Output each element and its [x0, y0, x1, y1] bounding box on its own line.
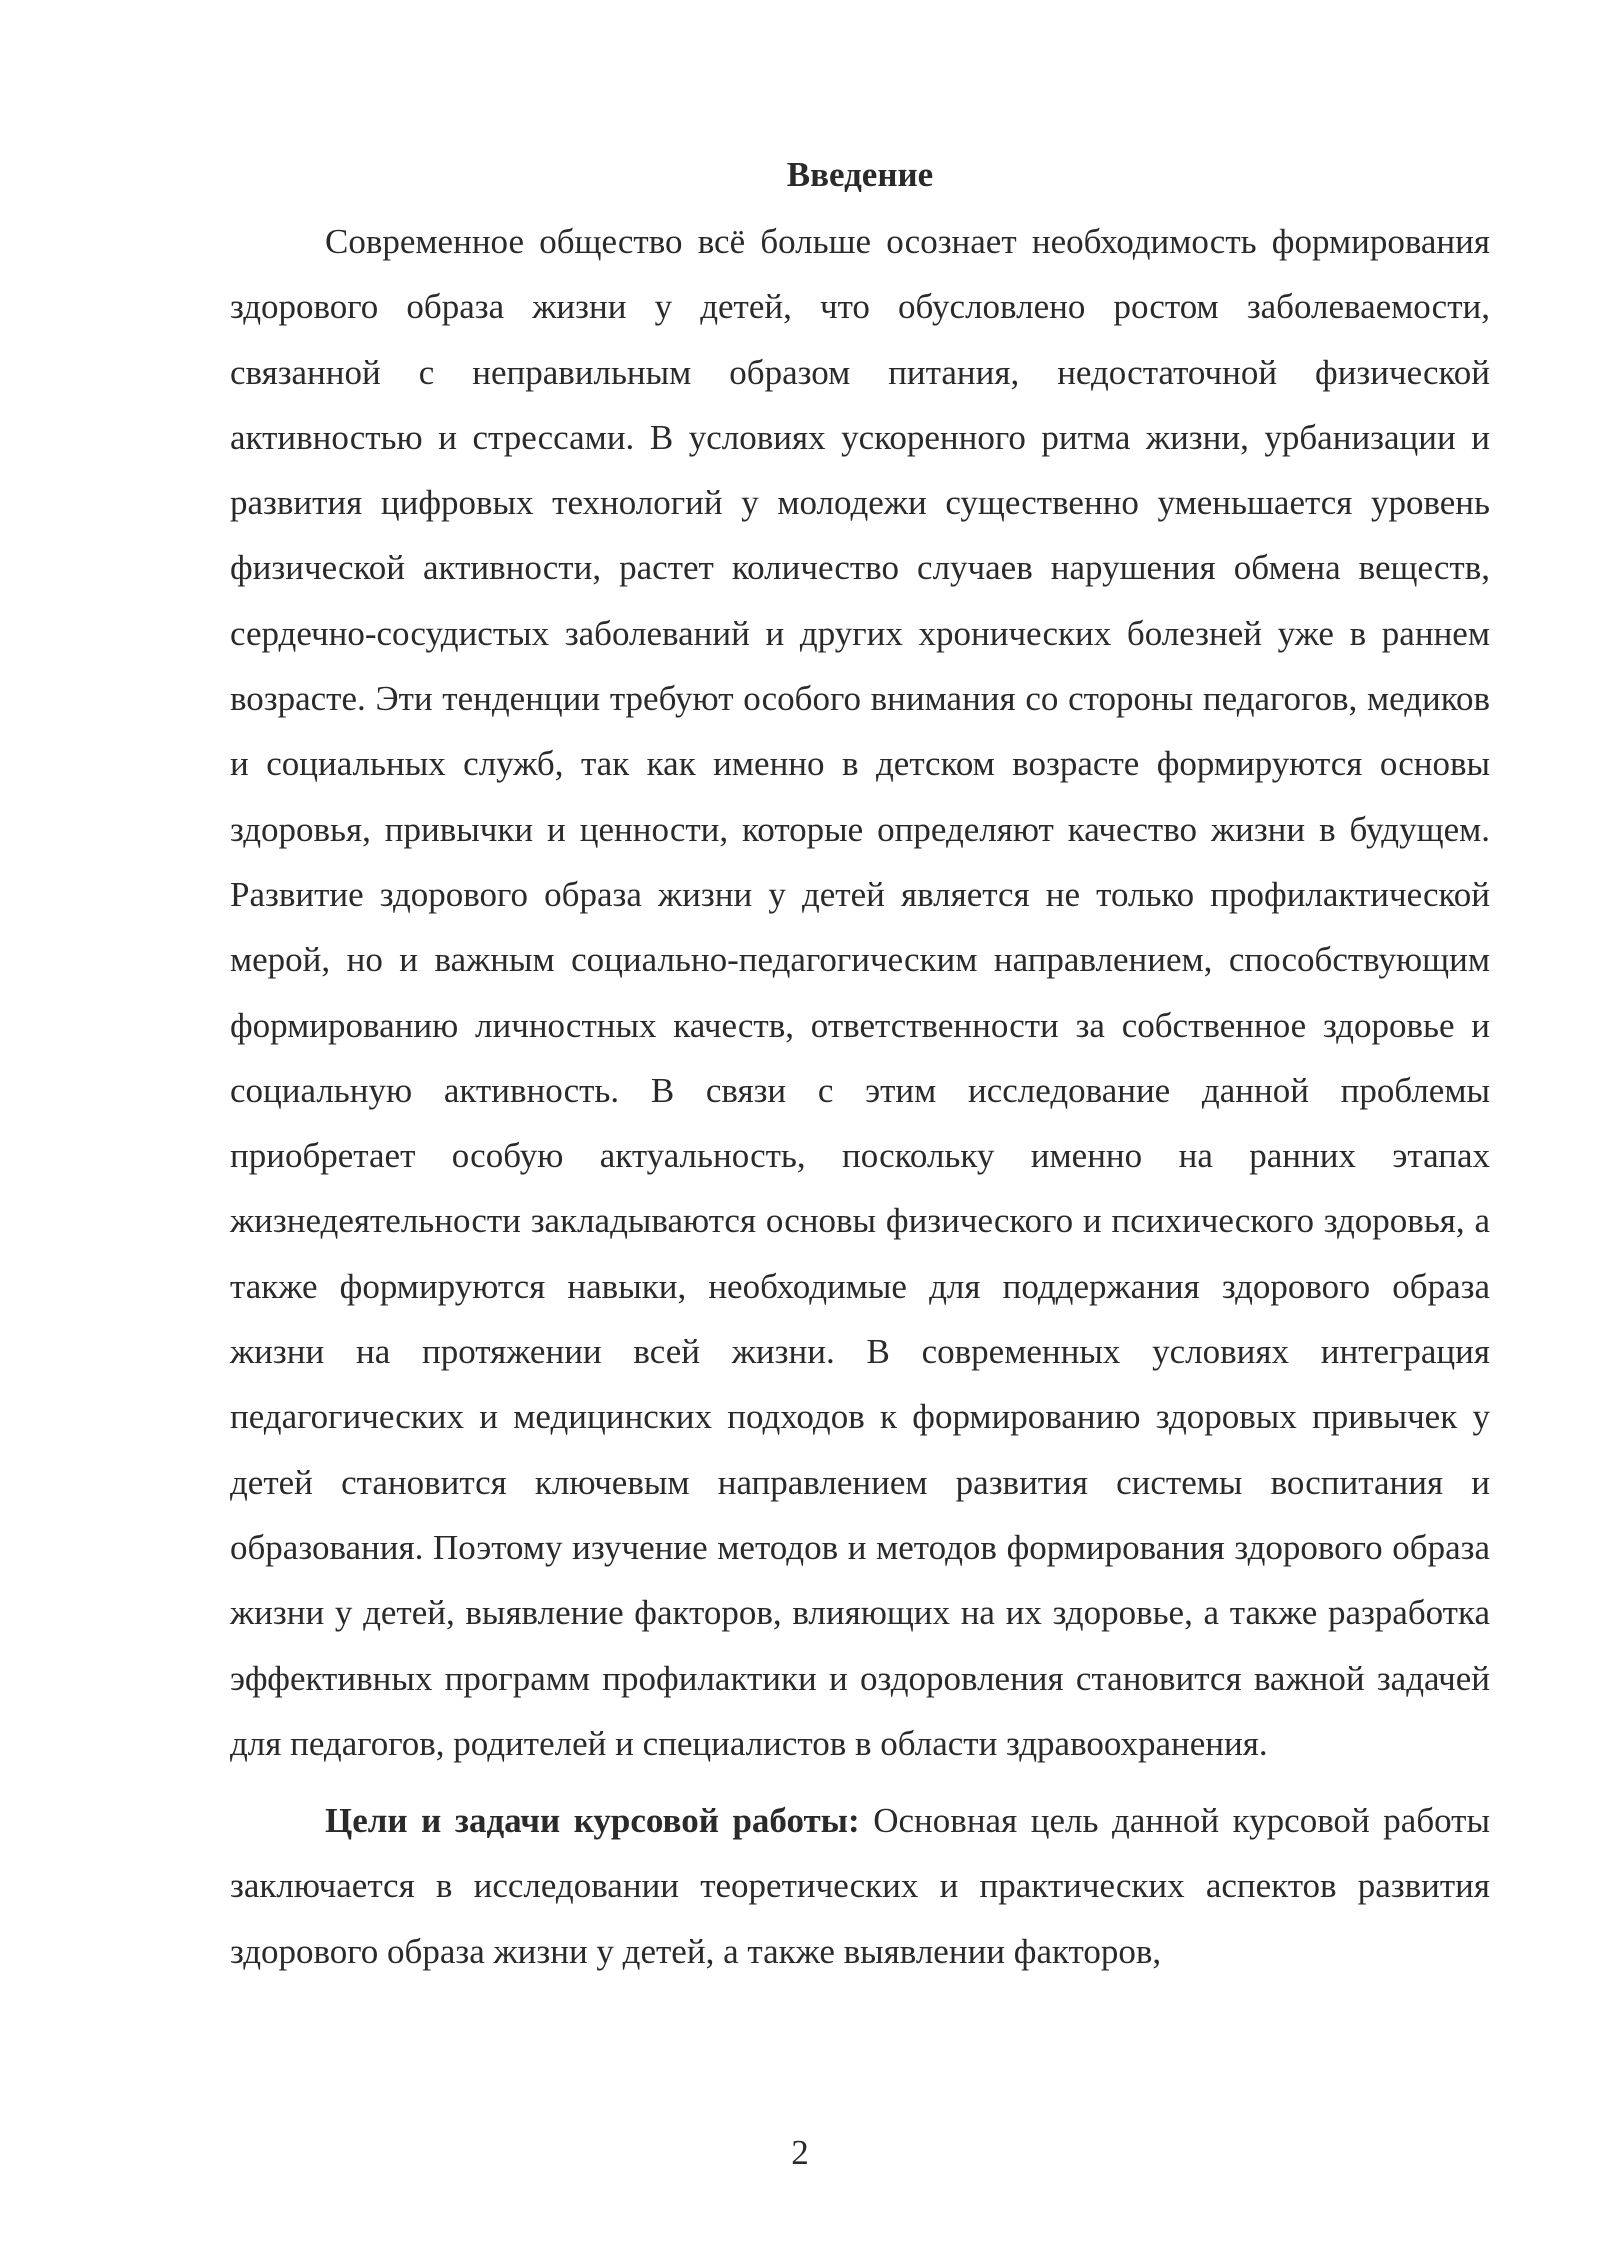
page-content — [230, 147, 1490, 1984]
page-number: 2 — [791, 2133, 809, 2172]
intro-paragraph: Современное общество всё больше осознает необходимость формирования здорового образа жизни у детей, что обусловлено ростом заболеваемости, связанной с неправильным образом питания, недостаточной физической активностью и стрессами. В условиях ускоренного ритма жизни, урбанизации и развития цифровых технологий у молодежи существенно уменьшается уровень физической активности, растет количество случаев нарушения обмена веществ, сердечно-сосудистых заболеваний и других хронических болезней уже в раннем возрасте. Эти тенденции требуют особого внимания со стороны педагогов, медиков и социальных служб, так как именно в детском возрасте формируются основы здоровья, привычки и ценности, которые определяют качество жизни в будущем. Развитие здорового образа жизни у детей является не только профилактической мерой, но и важным социально-педагогическим направлением, способствующим формированию личностных качеств, ответственности за собственное здоровье и социальную активность. В связи с этим исследование данной проблемы приобретает особую актуальность, поскольку именно на ранних этапах жизнедеятельности закладываются основы физического и психического здоровья, а также формируются навыки, необходимые для поддержания здорового образа жизни на протяжении всей жизни. В современных условиях интеграция педагогических и медицинских подходов к формированию здоровых привычек у детей становится ключевым направлением развития системы воспитания и образования. Поэтому изучение методов и методов формирования здорового образа жизни у детей, выявление факторов, влияющих на их здоровье, а также разработка эффективных программ профилактики и оздоровления становится важной задачей для педагогов, родителей и специалистов в области здравоохранения. — [230, 222, 1490, 1763]
goals-label: Цели и задачи курсовой работы: — [325, 1801, 860, 1841]
goals-paragraph — [230, 1788, 1490, 1984]
goals-text: Основная цель данной курсовой работы заключается в исследовании теоретических и практических аспектов развития здорового образа жизни у детей, а также выявлении факторов, — [230, 1801, 1490, 1971]
section-heading: Введение — [786, 155, 934, 194]
